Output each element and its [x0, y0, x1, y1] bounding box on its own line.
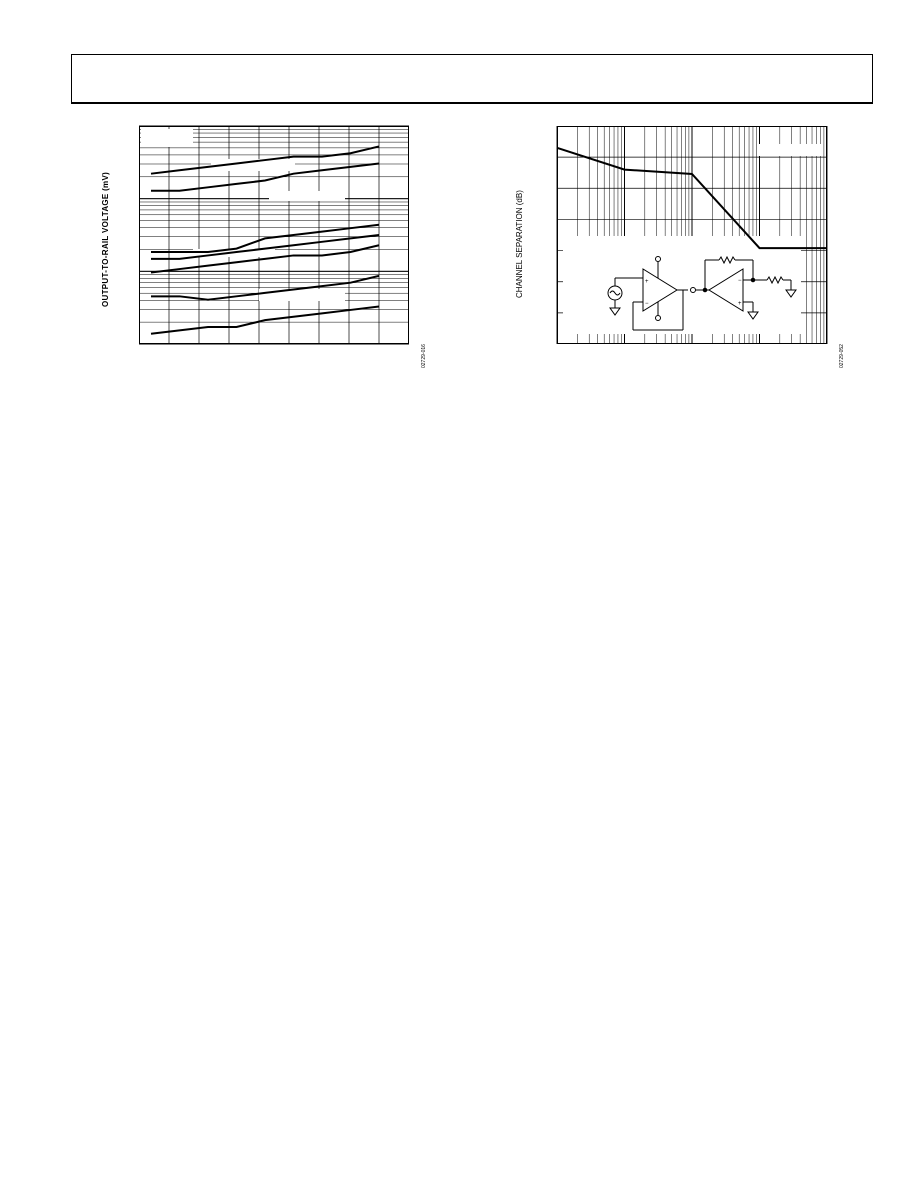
- opamp-2-noninverting-mark: +: [738, 301, 742, 307]
- page-header-box: [71, 54, 873, 104]
- left-chart: [139, 126, 409, 344]
- test-circuit-inset: [563, 144, 823, 334]
- inset-background: [563, 236, 801, 334]
- left-chart-series: [151, 146, 379, 333]
- left-figure-code: 02729-016: [421, 344, 427, 368]
- right-chart: [557, 126, 827, 344]
- right-chart-ylabel: CHANNEL SEPARATION (dB): [515, 190, 524, 298]
- left-chart-ylabel: OUTPUT-TO-RAIL VOLTAGE (mV): [101, 171, 110, 307]
- left-series-line-7: [151, 307, 379, 334]
- opamp-1-noninverting-mark: +: [645, 279, 649, 285]
- left-legend-box-5: [259, 289, 345, 301]
- opamp-2-inverting-mark: −: [738, 278, 742, 284]
- left-legend-box-3: [269, 191, 345, 201]
- opamp-1-inverting-mark: −: [645, 301, 649, 307]
- left-legend-box-1: [141, 129, 193, 147]
- right-legend-box: [757, 144, 823, 156]
- right-figure-code: 02729-052: [839, 344, 845, 368]
